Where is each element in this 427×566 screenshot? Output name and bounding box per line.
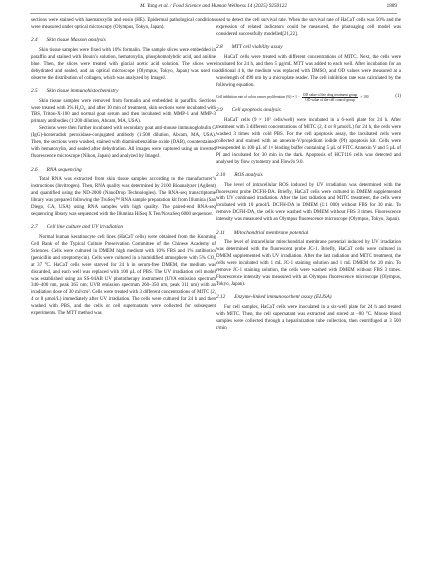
left-column	[31, 18, 216, 318]
section-number: 2.7	[31, 224, 38, 231]
body-paragraph: Normal human keratinocyte cell lines (HaCaT cells) were obtained from the Kunming Cell Bank of the Typical Culture Preservation Committee of the Chinese Academy of Sciences. Cells were cultured in DMEM high medium with 10% FBS and 1% antibiotics (penicillin and streptomycin). Cells were cultured in a humidified atmosphere with 5% CO₂ at 37 °C. HaCaT cells were starved for 24 h in serum-free DMEM, the medium was discarded, and each well was replaced with 100 µL of PBS. The UV irradiation cell model was established using an SS-04AB UV phototherapy instrument (UVA emission spectrum 340–400 nm, peak 365 nm; UVB emission spectrum 260–350 nm, peak 311 nm) with an irradiation dose of 30 mJ/cm². Cells were treated with 3 different concentrations of MITC (2, 4 or 8 µmol/L) immediately after UV irradiation. The cells were cultured for 24 h and then washed with PBS, and the cells or cell supernatants were collected for subsequent experiments. The MTT method was	[31, 234, 216, 317]
body-paragraph: Total RNA was extracted from skin tissue samples according to the manufacturer’s instructions (Invitrogen). Then, RNA quality was determined by 2100 Bioanalyzer (Agilent) and quantified using the ND-2000 (NanoDrop Technologies). The RNA-seq transcriptome library was prepared following the TruSeq™ RNA sample preparation kit from Illumina (San Diego, CA, USA) using RNA samples with high quality. The paired-end RNA-seq sequencing library was sequenced with the Illumina HiSeq X Ten/NovaSeq 6000 sequencer.	[31, 177, 216, 217]
body-paragraph: Sections were then further incubated with secondary goat anti-mouse immunoglobulin G (IgG)-horseradish peroxidase-conjugated antibody (1:500 dilution, Abcam, MA, USA). Then, the sections were washed, stained with diaminobenzidine oxide (DAB), counterstained with hematoxylin, and sealed after dehydration. All images were captured using an inverted fluorescence microscope (Nikon, Japan) and analyzed by ImageJ.	[31, 126, 216, 160]
body-paragraph: For cell samples, HaCaT cells were inoculated in a six-well plate for 24 h and treated with MITC. Then, the cell supernatant was extracted and stored at −80 °C. Mouse blood samples were collected through a heparinization tube collection, then centrifuged at 3 500 r/min	[216, 304, 401, 331]
section-heading	[31, 224, 216, 231]
section-heading	[216, 172, 401, 179]
section-heading	[216, 294, 401, 301]
running-title: M. Yang et al. / Food Science and Human Wellness 14 (2025) 9250122	[140, 3, 287, 9]
section-title: Cell line culture and UV irradiation	[46, 224, 123, 231]
equation-fraction	[302, 93, 358, 102]
section-heading	[216, 107, 401, 114]
section-number: 2.6	[31, 166, 38, 173]
page-number: 1889	[386, 3, 397, 9]
equation-tail: × 100	[360, 95, 369, 100]
section-title: Cell apoptosis analysis	[231, 107, 281, 114]
right-column	[216, 18, 401, 333]
section-number: 2.4	[31, 37, 38, 44]
section-heading	[216, 230, 401, 237]
section-title: ROS analysis	[234, 172, 263, 179]
section-number: 2.10	[216, 172, 226, 179]
body-paragraph: HaCaT cells (9 × 10⁵ cells/well) were incubated in a 6-well plate for 24 h. After treatment with 3 different concentrations of MITC (2, 4 or 8 µmol/L) for 24 h, the cells were washed 3 times with cold PBS. For the cell apoptosis assay, the incubated cells were collected and stained with an annexin-V/propidium iodide (PI) apoptosis kit. Cells were resuspended in 100 µL of 1× binding buffer containing 5 µL of FITC Annexin V and 5 µL of PI and incubated for 30 min in the dark. Apoptosis of HCT116 cells was detected and analysed by flow cytometry and FlowJo 9.0.	[216, 117, 401, 165]
section-heading	[216, 44, 401, 51]
equation-numerator: OD value of the drug treatment group	[302, 92, 358, 97]
running-header	[30, 3, 397, 14]
body-paragraph: sections were stained with haematoxylin and eosin (HE). Epidermal pathological conditions were measured under optical microscopy (Olympus, Tokyo, Japan).	[31, 18, 216, 30]
section-title: Enzyme-linked immunosorbent assay (ELISA)	[234, 294, 332, 301]
body-paragraph: Skin tissue samples were removed from formalin and embedded in paraffin. Sections were treated with 3% H₂O₂, and after 10 min of treatment, skin sections were incubated with TBS, Triton-X-100 and normal goat serum and then incubated with MMP-1 and MMP-3 primary antibodies (1:200 dilution, Abcam, MA, USA).	[31, 98, 216, 125]
section-title: MTT cell viability assay	[231, 44, 283, 51]
body-paragraph: The level of intracellular ROS induced by UV irradiation was determined with the fluorescent probe DCFH-DA. Briefly, HaCaT cells were cultured in DMEM supplemented with UV continued irradiation. After the last radiation and MITC treatment, the cells were incubated with 10 µmol/L DCFH-DA in DMEM (1:1 000) without FBS for 30 min. To remove DCFH-DA, the cells were washed with DMEM without FBS 3 times. Fluorescence intensity was measured with an Olympus fluorescence microscope (Olympus, Tokyo, Japan).	[216, 182, 401, 223]
section-number: 2.9	[216, 107, 223, 114]
section-title: Skin tissue Masson analysis	[46, 37, 106, 44]
equation-denominator: OD value of the cell control group	[305, 97, 355, 102]
section-number: 2.11	[216, 229, 225, 236]
section-heading	[31, 88, 216, 95]
body-paragraph: Skin tissue samples were fixed with 10% formalin. The sample slices were embedded in paraffin and stained with Bouin’s solution, hematoxylin, phosphomolybdic acid, and aniline blue. Then, the slices were treated with glacial acetic acid solution. The slices were dehydrated and sealed, and an optical microscope (Olympus, Tokyo, Japan) was used to observe the distribution of collagen, which was analyzed by ImageJ.	[31, 47, 216, 81]
equation-lhs: Cell inhibition rate of colon cancer proliferation (%) = 1 −	[216, 95, 300, 100]
equation	[216, 93, 401, 102]
body-paragraph: used to detect the cell survival rate. When the survival rate of HaCaT cells was 50% and the expression of related indicators could be measured, the photoaging cell model was considered successfully modelled[21,22].	[216, 18, 401, 37]
section-title: Mitochondrial membrane potential	[233, 229, 309, 236]
section-title: Skin tissue immunohistochemistry	[46, 88, 119, 95]
body-paragraph: The level of intracellular mitochondrial membrane potential induced by UV irradiation was determined with the fluorescent probe JC-1. Briefly, HaCaT cells were cultured in DMEM supplemented with UV irradiation. After the last radiation and MITC treatment, the cells were incubated with 1 mL JC-1 staining solution and 1 mL DMEM for 20 min. To remove JC-1 staining solution, the cells were washed with DMEM without FBS 3 times. Fluorescence intensity was measured with an Olympus fluorescence microscope (Olympus, Tokyo, Japan).	[216, 240, 401, 287]
section-number: 2.12	[216, 294, 226, 301]
body-paragraph: HaCaT cells were treated with different concentrations of MITC. Next, the cells were incubated for 24 h, and then 5 µg/mL MTT was added to each well. After incubation for an additional 4 h, the medium was replaced with DMSO, and OD values were measured at a wavelength of 490 nm by a microplate reader. The cell inhibition rate was calculated by the following equation.	[216, 54, 401, 88]
section-number: 2.8	[216, 44, 223, 51]
section-heading	[31, 167, 216, 174]
section-heading	[31, 37, 216, 44]
equation-number: (1)	[395, 94, 401, 100]
section-title: RNA sequencing	[46, 166, 82, 173]
section-number: 2.5	[31, 88, 38, 95]
